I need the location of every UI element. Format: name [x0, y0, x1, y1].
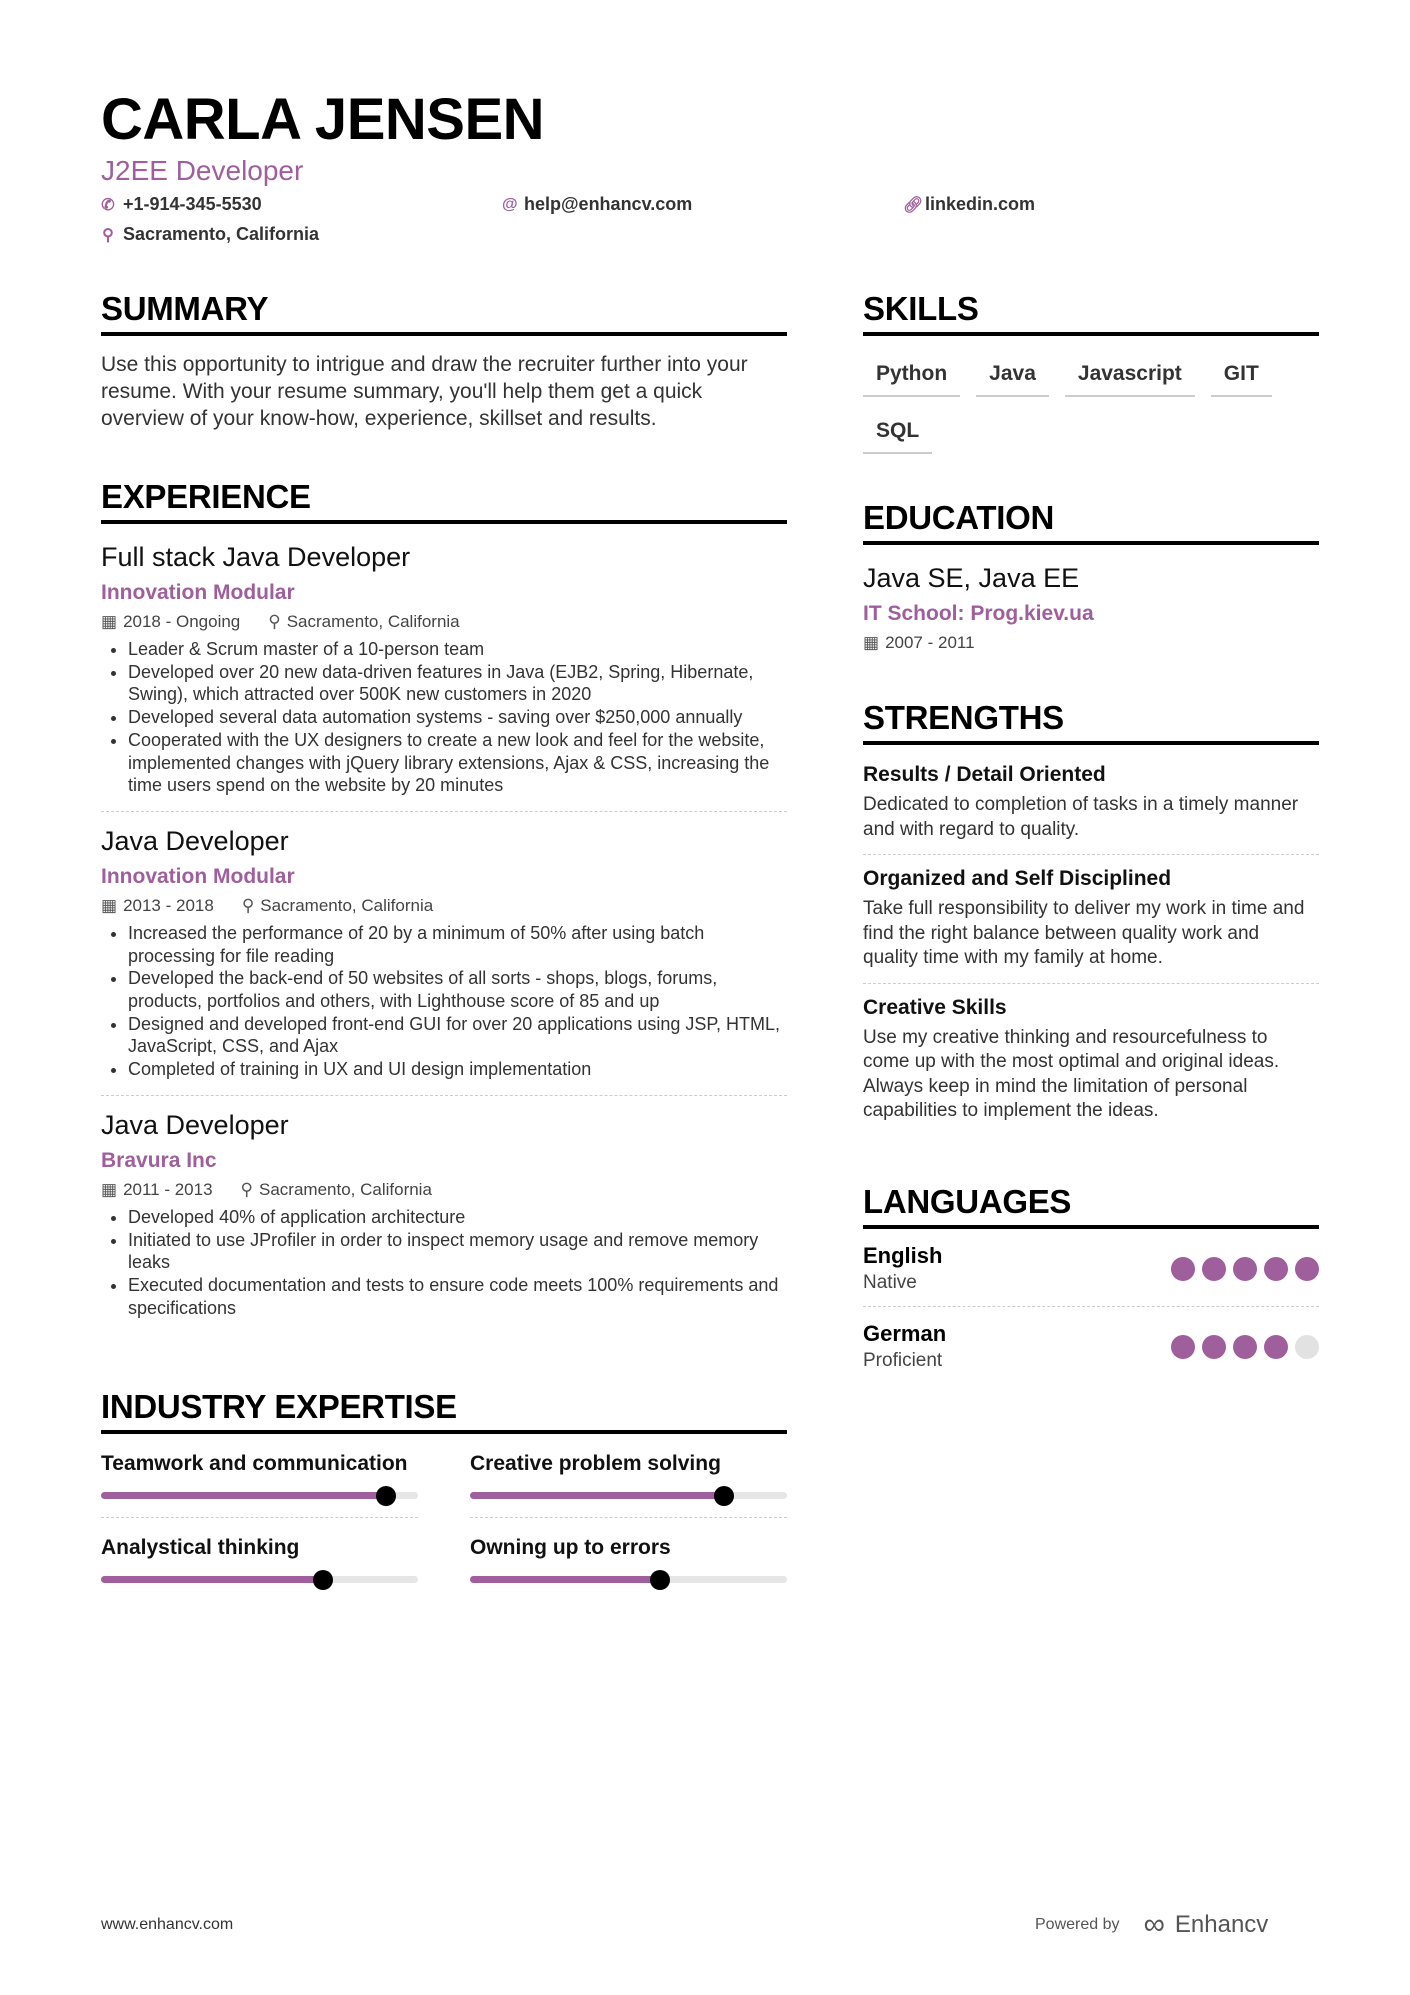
rating-dot: [1264, 1335, 1288, 1359]
language-rating: [1171, 1257, 1319, 1281]
bullet: • Completed of training in UX and UI design implementation: [128, 1058, 787, 1081]
bullet: • Developed 40% of application architecture: [128, 1206, 787, 1229]
job-dates: [101, 896, 214, 916]
location-pin-icon: ⚲: [102, 226, 114, 244]
linkedin[interactable]: [903, 194, 1035, 215]
job-dates: [101, 1180, 213, 1200]
expertise-item: [101, 1517, 418, 1601]
expertise-knob: [650, 1570, 670, 1590]
email-link[interactable]: help@enhancv.com: [524, 194, 693, 214]
education-section: [863, 499, 1319, 653]
bullet: • Designed and developed front-end GUI for over 20 applications using JSP, HTML, JavaScript, CSS, and Ajax: [128, 1013, 787, 1058]
company: Innovation Modular: [101, 581, 295, 604]
skill-tag: GIT: [1211, 356, 1272, 397]
language-name: English: [863, 1243, 943, 1268]
phone-icon: ✆: [101, 196, 115, 214]
enhancv-logo: [1144, 1908, 1269, 1942]
skill-tag: Javascript: [1065, 356, 1195, 397]
strength-item: [863, 855, 1319, 984]
strengths-section: [863, 699, 1319, 1136]
location-text: Sacramento, California: [260, 895, 434, 915]
location-text: Sacramento, California: [123, 224, 320, 244]
school: IT School: Prog.kiev.ua: [863, 602, 1094, 625]
location-pin-icon: ⚲: [241, 895, 255, 915]
rating-dot: [1171, 1257, 1195, 1281]
bullet: • Initiated to use JProfiler in order to inspect memory usage and remove memory leaks: [128, 1229, 787, 1274]
job-entry-title: Java Developer: [101, 825, 289, 856]
strengths-heading: STRENGTHS: [863, 699, 1319, 745]
bullet: • Cooperated with the UX designers to create a new look and feel for the website, implemented changes with jQuery library extensions, Ajax & CSS, increasing the time users spend on the website by 20 minutes: [128, 729, 787, 797]
dates-text: 2018 - Ongoing: [123, 612, 241, 631]
rating-dot: [1233, 1257, 1257, 1281]
powered-by: Powered by: [1035, 1916, 1120, 1933]
calendar-icon: ▦: [101, 612, 118, 631]
location: [101, 224, 319, 245]
rating-dot: [1202, 1335, 1226, 1359]
strength-item: [863, 751, 1319, 855]
job-dates: [101, 612, 240, 632]
industry-heading: INDUSTRY EXPERTISE: [101, 1388, 787, 1434]
strength-title: Creative Skills: [863, 995, 1007, 1019]
summary-text: Use this opportunity to intrigue and draw the recruiter further into your resume. With your resume summary, you'll help them get a quick overview of your know-how, experience, skillset and results.: [101, 353, 748, 430]
bullet: • Developed several data automation systems - saving over $250,000 annually: [128, 706, 787, 729]
rating-dot: [1295, 1257, 1319, 1281]
experience-heading: EXPERIENCE: [101, 478, 787, 524]
location-text: Sacramento, California: [286, 612, 460, 631]
location-pin-icon: ⚲: [268, 612, 281, 631]
summary-heading: SUMMARY: [101, 290, 787, 336]
language-item: [863, 1307, 1319, 1384]
email[interactable]: [502, 194, 692, 215]
expertise-label: Owning up to errors: [470, 1536, 671, 1559]
dates-text: 2011 - 2013: [123, 1179, 213, 1199]
expertise-fill: [101, 1492, 386, 1499]
job-bullets: [101, 922, 787, 1081]
job-bullets: [101, 1206, 787, 1320]
expertise-label: Creative problem solving: [470, 1452, 721, 1475]
expertise-label: Analystical thinking: [101, 1536, 300, 1559]
strength-desc: Dedicated to completion of tasks in a timely manner and with regard to quality.: [863, 794, 1299, 840]
job-entry-title: Java Developer: [101, 1109, 289, 1140]
phone: [101, 194, 262, 215]
at-icon: @: [502, 195, 518, 213]
expertise-bar: [101, 1576, 418, 1583]
rating-dot: [1202, 1257, 1226, 1281]
company: Innovation Modular: [101, 864, 295, 888]
rating-dot: [1264, 1257, 1288, 1281]
strength-title: Organized and Self Disciplined: [863, 867, 1172, 890]
expertise-bar: [470, 1576, 787, 1583]
skill-tag: SQL: [863, 413, 932, 454]
strength-item: [863, 984, 1319, 1136]
degree: Java SE, Java EE: [863, 563, 1080, 593]
linkedin-link[interactable]: linkedin.com: [925, 194, 1036, 214]
education-dates: [863, 633, 975, 653]
expertise-knob: [714, 1486, 734, 1506]
job-location: [242, 896, 433, 916]
job-bullets: [101, 638, 787, 797]
skills-heading: SKILLS: [863, 290, 1319, 336]
rating-dot: [1295, 1335, 1319, 1359]
expertise-fill: [101, 1576, 323, 1583]
job-location: [241, 1180, 432, 1200]
expertise-fill: [470, 1576, 660, 1583]
rating-dot: [1233, 1335, 1257, 1359]
footer-website[interactable]: www.enhancv.com: [101, 1916, 234, 1933]
calendar-icon: ▦: [863, 633, 880, 652]
job-title: J2EE Developer: [101, 155, 304, 186]
calendar-icon: ▦: [101, 1179, 118, 1199]
footer-brand: [1035, 1908, 1268, 1942]
job-entry-title: Full stack Java Developer: [101, 542, 411, 572]
strength-desc: Use my creative thinking and resourcefulness to come up with the most optimal and original ideas. Always keep in mind the limitation of personal capabilities to implement the ideas.: [863, 1026, 1280, 1121]
skills-section: [863, 290, 1319, 454]
bullet: • Increased the performance of 20 by a minimum of 50% after using batch processing for file reading: [128, 922, 787, 967]
infinity-icon: ∞: [1143, 1908, 1165, 1941]
job-entry: [101, 1096, 787, 1334]
expertise-item: [470, 1452, 787, 1517]
dates-text: 2007 - 2011: [885, 633, 975, 652]
rating-dot: [1171, 1335, 1195, 1359]
location-pin-icon: ⚲: [240, 1179, 253, 1199]
job-location: [268, 612, 459, 632]
link-icon: 🔗︎: [903, 196, 924, 214]
bullet: • Developed over 20 new data-driven features in Java (EJB2, Spring, Hibernate, Swing), which attracted over 500K new customers in 2020: [128, 661, 787, 706]
phone-text: +1-914-345-5530: [123, 194, 262, 214]
language-name: German: [863, 1321, 947, 1346]
language-rating: [1171, 1335, 1319, 1359]
expertise-bar: [101, 1492, 418, 1499]
expertise-knob: [313, 1570, 333, 1590]
bullet: • Developed the back-end of 50 websites of all sorts - shops, blogs, forums, products, portfolios and others, with Lighthouse score of 85 and up: [128, 967, 787, 1012]
bullet: • Leader & Scrum master of a 10-person team: [128, 638, 787, 661]
expertise-item: [470, 1517, 787, 1601]
language-level: Proficient: [863, 1350, 943, 1371]
candidate-name: CARLA JENSEN: [101, 87, 545, 152]
dates-text: 2013 - 2018: [123, 895, 214, 915]
education-heading: EDUCATION: [863, 499, 1319, 545]
location-text: Sacramento, California: [259, 1179, 432, 1199]
brand-name: Enhancv: [1174, 1911, 1269, 1938]
strength-desc: Take full responsibility to deliver my work in time and find the right balance between quality work and quality time with my family at home.: [863, 898, 1305, 968]
language-level: Native: [863, 1272, 917, 1293]
strength-title: Results / Detail Oriented: [863, 763, 1106, 786]
calendar-icon: ▦: [101, 895, 118, 915]
expertise-fill: [470, 1492, 724, 1499]
languages-section: [863, 1183, 1319, 1384]
expertise-item: [101, 1452, 418, 1517]
industry-section: [101, 1388, 787, 1601]
expertise-label: Teamwork and communication: [101, 1452, 408, 1475]
expertise-knob: [376, 1486, 396, 1506]
experience-section: [101, 478, 787, 1333]
job-entry: [101, 524, 787, 812]
bullet: • Executed documentation and tests to ensure code meets 100% requirements and specifications: [128, 1274, 787, 1319]
job-entry: [101, 812, 787, 1096]
language-item: [863, 1229, 1319, 1307]
summary-section: [101, 290, 787, 432]
skill-tag: Java: [976, 356, 1049, 397]
expertise-bar: [470, 1492, 787, 1499]
skill-tag: Python: [863, 356, 960, 397]
languages-heading: LANGUAGES: [863, 1183, 1319, 1229]
company: Bravura Inc: [101, 1148, 217, 1172]
